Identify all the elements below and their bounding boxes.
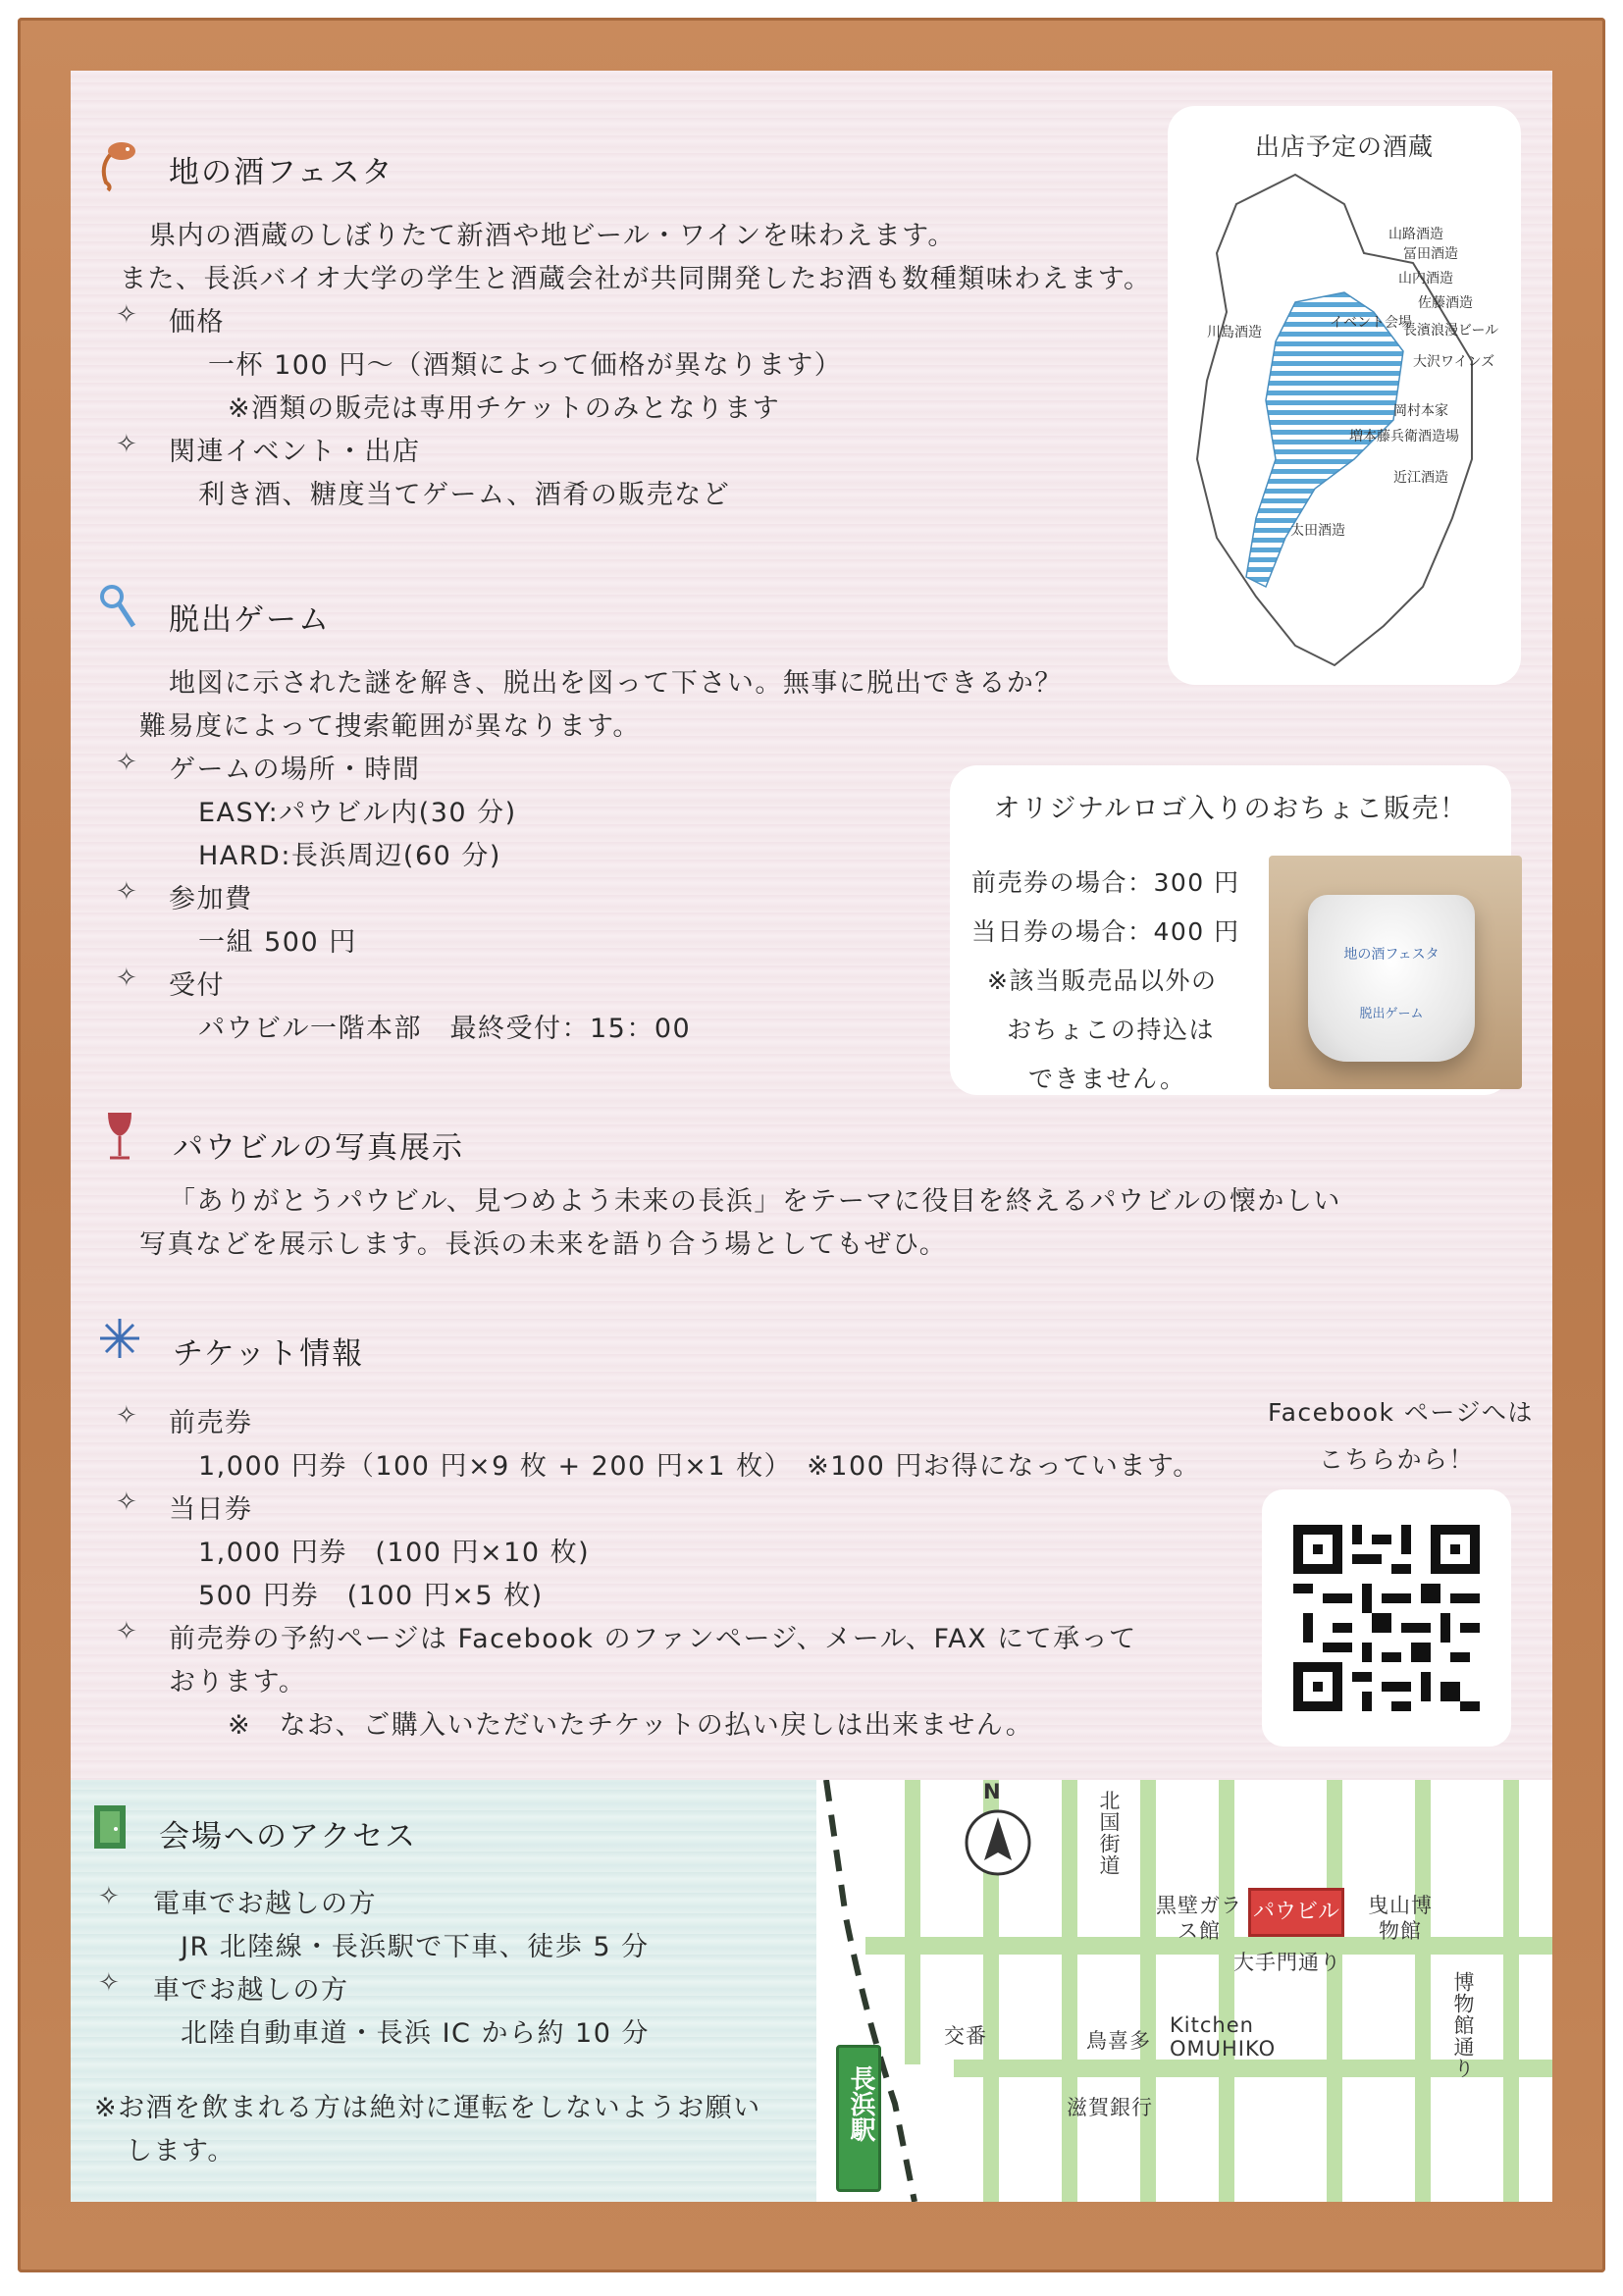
station-label: 長浜駅 [846,2065,875,2142]
fee-label: 参加費 [169,884,253,914]
access-title: 会場へのアクセス [159,1819,418,1854]
price-note: ※酒類の販売は専用チケットのみとなります [228,393,781,424]
brewery-label: 増本藤兵衛酒造場 [1349,429,1459,444]
game-easy: EASY:パウビル内(30 分) [198,798,517,828]
snowflake-icon [98,1317,141,1360]
bullet-icon: ✧ [116,1487,137,1517]
ochoko-price-sameday: 当日券の場合：400 円 [971,917,1240,946]
road [1503,1780,1519,2202]
bullet-icon: ✧ [116,430,137,459]
price-value: 一杯 100 円～（酒類によって価格が異なります） [208,350,843,381]
ochoko-price-advance: 前売券の場合：300 円 [971,868,1240,897]
brewery-label: 大沢ワインズ [1413,354,1495,370]
flyer-page [71,71,1552,2202]
advance-label: 前売券 [169,1408,253,1438]
brewery-label: 冨田酒造 [1403,246,1458,262]
events-label: 関連イベント・出店 [169,437,421,467]
escape-game-title: 脱出ゲーム [169,602,331,638]
magnifier-icon [98,583,137,632]
bullet-icon: ✧ [116,1401,137,1431]
otemon-label: 大手門通り [1233,1951,1341,1974]
tickets-title: チケット情報 [173,1336,365,1372]
bullet-icon: ✧ [98,1882,120,1911]
photo-exhibit-desc-2: 写真などを展示します。長浜の未来を語り合う場としてもぜひ。 [139,1229,948,1260]
train-label: 電車でお越しの方 [153,1889,377,1919]
facebook-qr-card [1262,1489,1511,1747]
reserve-line-1: 前売券の予約ページは Facebook のファンページ、メール、FAX にて承って [169,1624,1137,1654]
bullet-icon: ✧ [116,1617,137,1646]
hikiyama-label: 曳山博物館 [1368,1894,1433,1943]
torikita-label: 鳥喜多 [1086,2029,1151,2053]
koban-label: 交番 [944,2024,987,2048]
drink-warning-1: ※お酒を飲まれる方は絶対に運転をしないようお願い [94,2093,761,2123]
facebook-text-2: こちらから！ [1319,1445,1476,1474]
kurokabe-label: 黒壁ガラス館 [1156,1894,1242,1943]
sake-fest-title: 地の酒フェスタ [169,155,394,190]
car-label: 車でお越しの方 [153,1975,349,2006]
north-arrow-icon [959,1800,1037,1878]
road [1219,1780,1234,2202]
ochoko-photo [1269,856,1522,1089]
game-place-label: ゲームの場所・時間 [169,755,421,785]
road [1415,1780,1431,2202]
fish-icon [92,137,139,192]
station-marker [836,2045,881,2192]
road [1140,1780,1156,2202]
bullet-icon: ✧ [116,748,137,777]
brewery-label: 近江酒造 [1393,470,1448,486]
sameday-label: 当日券 [169,1494,253,1525]
events-value: 利き酒、糖度当てゲーム、酒肴の販売など [198,480,731,510]
photo-exhibit-title: パウビルの写真展示 [173,1130,464,1166]
bullet-icon: ✧ [98,1968,120,1998]
ochoko-note-3: できません。 [1028,1065,1186,1093]
refund-note: ※ なお、ご購入いただいたチケットの払い戻しは出来ません。 [228,1710,1034,1741]
train-value: JR 北陸線・長浜駅で下車、徒歩 5 分 [181,1932,650,1962]
brewery-label: イベント会場 [1330,315,1412,331]
sameday-value-1: 1,000 円券 (100 円×10 枚) [198,1538,591,1568]
brewery-label: 岡村本家 [1393,403,1448,419]
cup-logo-subtext: 脱出ゲーム [1359,1007,1424,1021]
hokkoku-label: 北国街道 [1097,1790,1121,1876]
ochoko-card [950,765,1511,1095]
brewery-label: 太田酒造 [1290,523,1345,539]
reception-value: パウビル一階本部 最終受付：15：00 [198,1014,692,1044]
bullet-icon: ✧ [116,877,137,907]
hakubutsukan-label: 博物館通り [1451,1971,1475,2079]
north-label: N [983,1780,1002,1803]
advance-value: 1,000 円券（100 円×9 枚 + 200 円×1 枚） ※100 円お得になっています。 [198,1451,1201,1482]
road [1327,1780,1342,2202]
bullet-icon: ✧ [116,964,137,993]
brewery-label: 佐藤酒造 [1418,295,1473,311]
car-value: 北陸自動車道・長浜 IC から約 10 分 [181,2018,651,2049]
shiga-bank-label: 滋賀銀行 [1067,2096,1153,2119]
paubiru-marker: パウビル [1248,1888,1344,1937]
reception-label: 受付 [169,970,225,1001]
brewery-label: 川島酒造 [1207,325,1262,340]
price-label: 価格 [169,307,225,338]
brewery-label: 山内酒造 [1398,271,1453,287]
ochoko-note-1: ※該当販売品以外の [987,966,1218,995]
fee-value: 一組 500 円 [198,927,357,958]
sameday-value-2: 500 円券 (100 円×5 枚) [198,1581,544,1611]
drink-warning-2: します。 [126,2136,236,2166]
breweries-map-card [1168,106,1521,685]
ochoko-note-2: おちょこの持込は [1007,1016,1216,1044]
bullet-icon: ✧ [116,300,137,330]
escape-game-desc-2: 難易度によって捜索範囲が異なります。 [139,711,641,742]
reserve-line-2: おります。 [169,1667,307,1697]
game-hard: HARD:長浜周辺(60 分) [198,841,501,871]
shiga-map [1178,165,1511,675]
wine-glass-icon [100,1109,139,1164]
qr-code-icon[interactable] [1293,1525,1480,1711]
photo-exhibit-desc-1: 「ありがとうパウビル、見つめよう未来の長浜」をテーマに役目を終えるパウビルの懐かしい [169,1186,1341,1217]
sake-fest-desc-1: 県内の酒蔵のしぼりたて新酒や地ビール・ワインを味わえます。 [149,221,956,251]
ochoko-title: オリジナルロゴ入りのおちょこ販売！ [993,794,1468,824]
brewery-label: 長濱浪漫ビール [1403,323,1499,339]
facebook-text-1: Facebook ページへは [1268,1398,1534,1427]
escape-game-desc-1: 地図に示された謎を解き、脱出を図って下さい。無事に脱出できるか？ [169,668,1063,699]
road [1062,1780,1077,2202]
breweries-map-title: 出店予定の酒蔵 [1254,132,1434,161]
kitchen-label: Kitchen OMUHIKO [1170,2013,1277,2061]
ochoko-cup [1308,895,1475,1062]
cup-logo-text: 地の酒フェスタ [1343,947,1440,963]
brewery-label: 山路酒造 [1388,227,1443,242]
door-icon [90,1803,130,1851]
sake-fest-desc-2: また、長浜バイオ大学の学生と酒蔵会社が共同開発したお酒も数種類味わえます。 [120,264,1152,294]
access-map [816,1780,1552,2202]
